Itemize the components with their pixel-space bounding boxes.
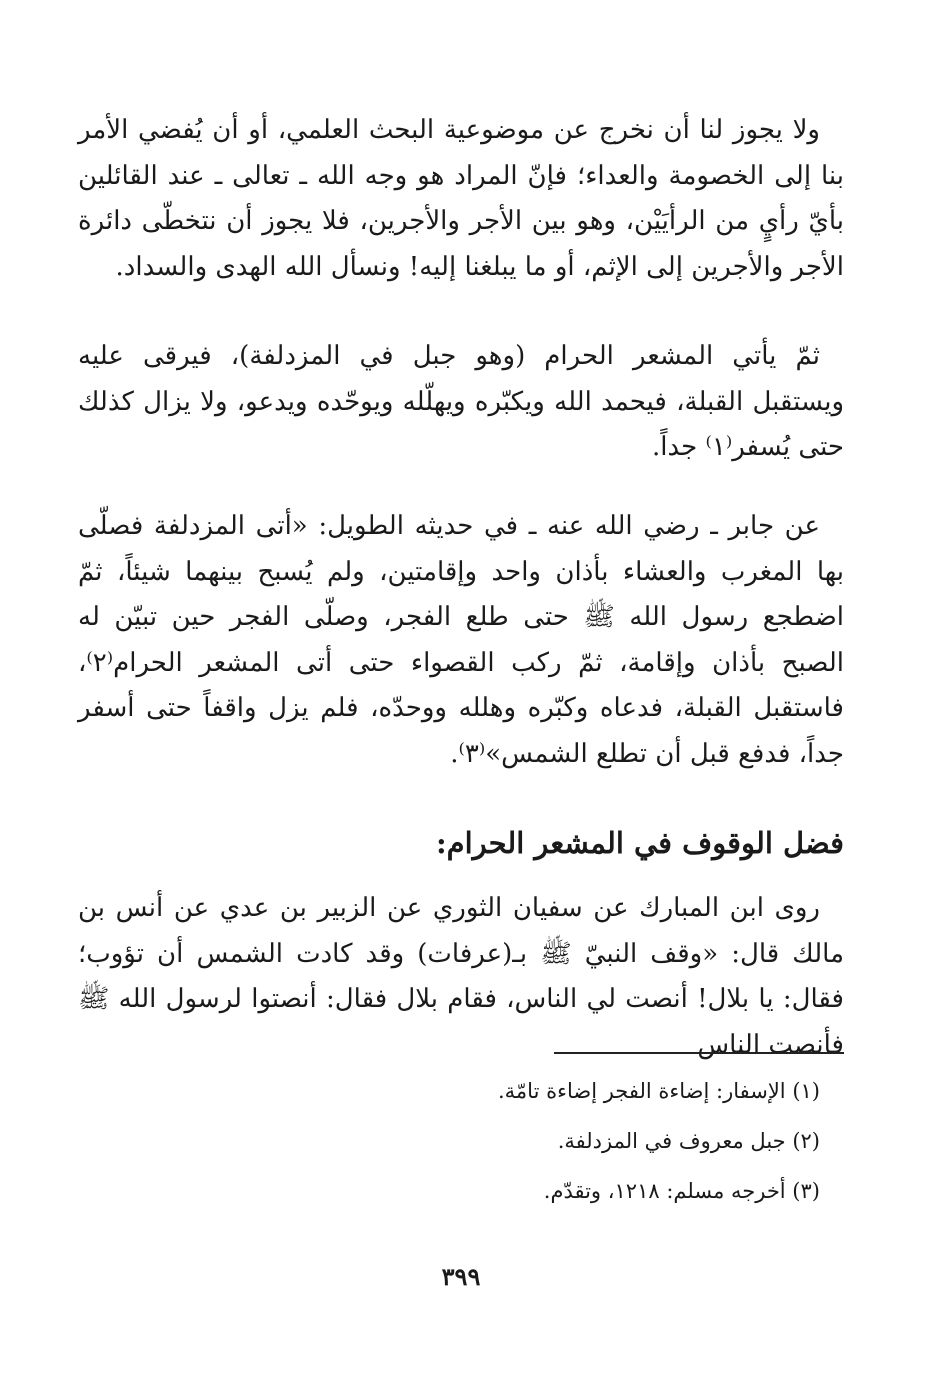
body-paragraph-3: عن جابر ـ رضي الله عنه ـ في حديثه الطويل: «أتى المزدلفة فصلّى بها المغرب والعشاء بأذان واحد وإقامتين، ولم يُسبح بينهما شيئاً، ثمّ اضطجع رسول الله ﷺ حتى طلع الفجر، وصلّى الفجر حين تبيّن له الصبح بأذان وإقامة، ثمّ ركب القصواء حتى أتى المشعر الحرام⁽٢⁾، فاستقبل القبلة، فدعاه وكبّره وهلله ووحدّه، فلم يزل واقفاً حتى أسفر جداً، فدفع قبل أن تطلع الشمس»⁽٣⁾. [78, 511, 844, 769]
book-page [78, 0, 844, 1374]
body-paragraph-4: روى ابن المبارك عن سفيان الثوري عن الزبير بن عدي عن أنس بن مالك قال: «وقف النبيّ ﷺ بـ(عرفات) وقد كادت الشمس أن تؤوب؛ فقال: يا بلال! أنصت لي الناس، فقام بلال فقال: أنصتوا لرسول الله ﷺ فأنصت الناس [78, 893, 844, 1060]
footnote-1: (١) الإسفار: إضاءة الفجر إضاءة تامّة. [497, 1079, 820, 1103]
page-number: ٣٩٩ [441, 1262, 481, 1291]
body-paragraph-2: ثمّ يأتي المشعر الحرام (وهو جبل في المزدلفة)، فيرقى عليه ويستقبل القبلة، فيحمد الله ويكبّره ويهلّله ويوحّده ويدعو، ولا يزال كذلك حتى يُسفر⁽١⁾ جداً. [78, 341, 844, 462]
body-paragraph-1: ولا يجوز لنا أن نخرج عن موضوعية البحث العلمي، أو أن يُفضي الأمر بنا إلى الخصومة والعداء؛ فإنّ المراد هو وجه الله ـ تعالى ـ عند القائلين بأيّ رأيٍ من الرأيَيْن، وهو بين الأجر والأجرين، فلا يجوز أن نتخطّى دائرة الأجر والأجرين إلى الإثم، أو ما يبلغنا إليه! ونسأل الله الهدى والسداد. [78, 115, 844, 282]
footnote-3: (٣) أخرجه مسلم: ١٢١٨، وتقدّم. [543, 1179, 820, 1203]
footnote-2: (٢) جبل معروف في المزدلفة. [557, 1129, 820, 1153]
footnotes-list [78, 1066, 844, 1216]
footnote-divider [554, 1052, 844, 1054]
section-heading: فضل الوقوف في المشعر الحرام: [435, 826, 844, 860]
